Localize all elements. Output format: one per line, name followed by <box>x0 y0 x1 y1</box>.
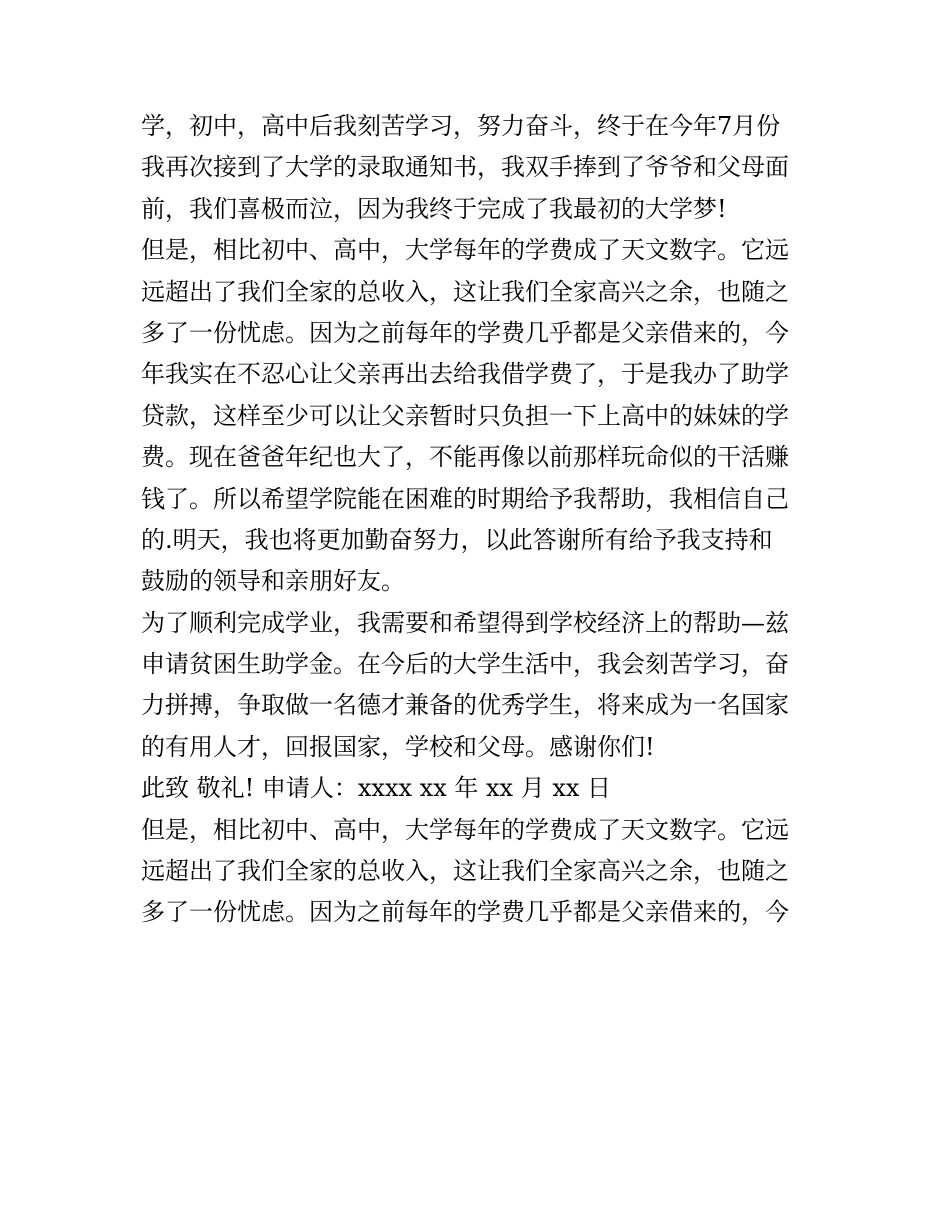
text-line: 学，初中，高中后我刻苦学习，努力奋斗，终于在今年7月份 <box>141 112 781 140</box>
signature-line: 此致 敬礼! 申请人：xxxx xx 年 xx 月 xx 日 <box>141 774 612 803</box>
text-line: 费。现在爸爸年纪也大了，不能再像以前那样玩命似的干活赚 <box>141 443 789 472</box>
text-line: 为了顺利完成学业，我需要和希望得到学校经济上的帮助—兹 <box>141 608 789 637</box>
text-line: 前，我们喜极而泣，因为我终于完成了我最初的大学梦! <box>141 194 727 223</box>
text-line: 贷款，这样至少可以让父亲暂时只负担一下上高中的妹妹的学 <box>141 401 789 430</box>
text-line: 申请贫困生助学金。在今后的大学生活中，我会刻苦学习，奋 <box>141 650 789 679</box>
text-line: 钱了。所以希望学院能在困难的时期给予我帮助，我相信自己 <box>141 484 789 513</box>
text-line: 鼓励的领导和亲朋好友。 <box>141 567 405 596</box>
text-line: 年我实在不忍心让父亲再出去给我借学费了，于是我办了助学 <box>141 360 789 389</box>
paragraph-tuition <box>141 230 816 603</box>
text-line: 多了一份忧虑。因为之前每年的学费几乎都是父亲借来的，今 <box>141 898 789 927</box>
text-line: 多了一份忧虑。因为之前每年的学费几乎都是父亲借来的，今 <box>141 318 789 347</box>
text-line: 力拼搏，争取做一名德才兼备的优秀学生，将来成为一名国家 <box>141 691 789 720</box>
paragraph-tuition-repeat <box>141 810 816 934</box>
paragraph-request <box>141 603 816 769</box>
text-line: 远超出了我们全家的总收入，这让我们全家高兴之余，也随之 <box>141 857 789 886</box>
text-line: 但是，相比初中、高中，大学每年的学费成了天文数字。它远 <box>141 236 789 265</box>
text-line: 远超出了我们全家的总收入，这让我们全家高兴之余，也随之 <box>141 277 789 306</box>
paragraph-closing-signature <box>141 768 816 809</box>
paragraph-admission <box>141 106 816 230</box>
text-line: 的.明天，我也将更加勤奋努力，以此答谢所有给予我支持和 <box>141 525 773 554</box>
document-body <box>141 106 816 934</box>
text-line: 但是，相比初中、高中，大学每年的学费成了天文数字。它远 <box>141 815 789 844</box>
text-line: 我再次接到了大学的录取通知书，我双手捧到了爷爷和父母面 <box>141 153 789 182</box>
text-line: 的有用人才，回报国家，学校和父母。感谢你们! <box>141 732 655 761</box>
